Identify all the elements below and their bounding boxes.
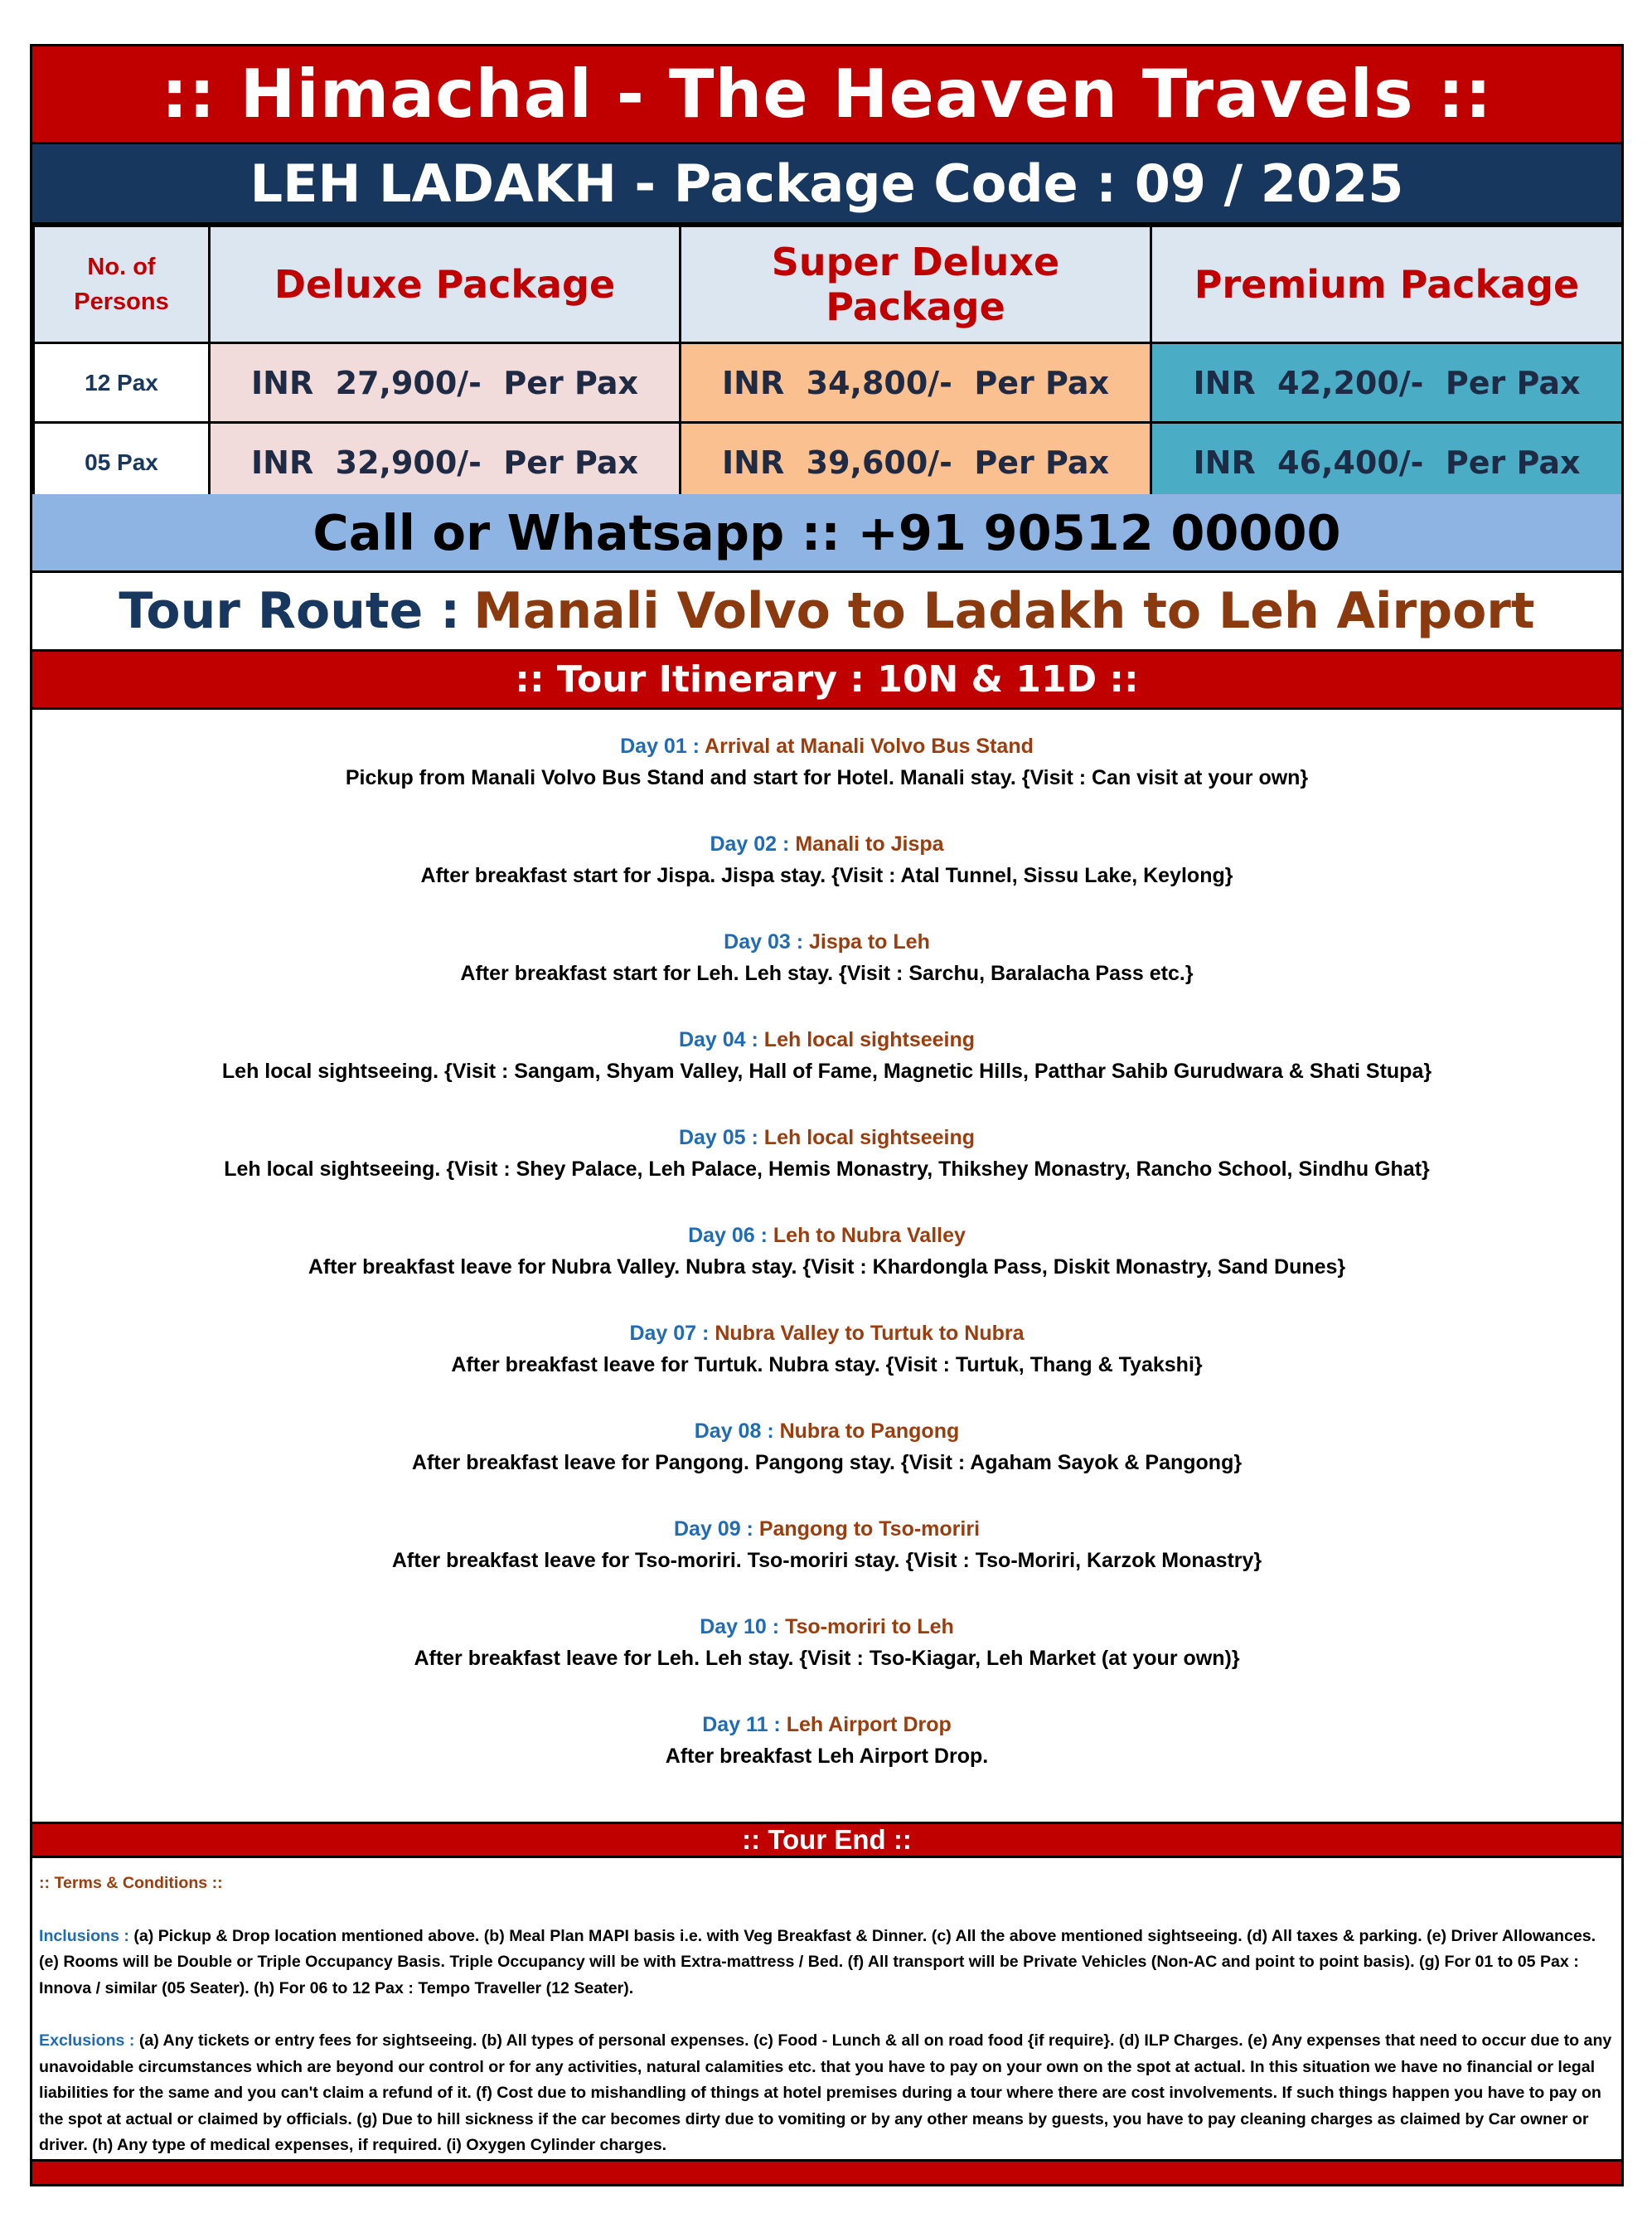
day-description: Leh local sightseeing. {Visit : Shey Palace, Leh Palace, Hemis Monastry, Thikshey Monastry, Rancho School, Sindhu Ghat} [224,1157,1430,1181]
premium-package-header: Premium Package [1194,262,1580,307]
super-deluxe-package-header: Super Deluxe Package [771,240,1060,329]
price-table [32,225,1624,503]
super-deluxe-price: INR 34,800/- Per Pax [722,364,1109,401]
deluxe-price-cell [210,343,681,423]
deluxe-package-header: Deluxe Package [274,262,616,307]
day-title: Nubra Valley to Turtuk to Nubra [715,1322,1025,1345]
day-number: Day 04 [678,1028,746,1051]
day-description: After breakfast leave for Tso-moriri. Tso-moriri stay. {Visit : Tso-Moriri, Karzok Monastry} [391,1549,1262,1572]
exclusions-label: Exclusions : [39,2031,135,2050]
price-row [34,343,1623,423]
price-table-header [34,226,1623,343]
day-title: Tso-moriri to Leh [785,1615,954,1638]
package-code-title: LEH LADAKH - Package Code : 09 / 2025 [32,144,1621,225]
super-deluxe-header-cell [681,226,1151,343]
itinerary-day: Day 11 : Leh Airport Drop After breakfast Leh Airport Drop. [32,1709,1621,1772]
day-number: Day 08 [694,1420,762,1443]
itinerary-day: Day 06 : Leh to Nubra Valley After breakfast leave for Nubra Valley. Nubra stay. {Visit : Khardongla Pass, Diskit Monastry, Sand Dunes} [32,1220,1621,1283]
day-title: Pangong to Tso-moriri [758,1517,981,1541]
price-row [34,423,1623,502]
inclusions-text: (a) Pickup & Drop location mentioned above. (b) Meal Plan MAPI basis i.e. with Veg Breakfast & Dinner. (c) All the above mentioned sightseeing. (d) All taxes & parking. (e) Driver Allowances. (e) Rooms will be Double or Triple Occupancy Basis. Triple Occupancy will be with Extra-mattress / Bed. (f) All transport will be Private Vehicles (Non-AC and point to point basis). (g) For 01 to 05 Pax : Innova / similar (05 Seater). (h) For 06 to 12 Pax : Tempo Traveller (12 Seater). [39,1926,1596,1997]
tour-end-banner: :: Tour End :: [32,1824,1621,1858]
day-title: Leh Airport Drop [786,1713,952,1736]
pax-cell [34,343,210,423]
day-description: After breakfast leave for Turtuk. Nubra stay. {Visit : Turtuk, Thang & Tyakshi} [451,1353,1203,1376]
day-number: Day 01 [620,735,687,758]
pax-count: 05 Pax [85,449,158,475]
day-number: Day 05 [678,1126,746,1149]
itinerary-day: Day 09 : Pangong to Tso-moriri After breakfast leave for Tso-moriri. Tso-moriri stay. {Visit : Tso-Moriri, Karzok Monastry} [32,1513,1621,1576]
day-description: Pickup from Manali Volvo Bus Stand and start for Hotel. Manali stay. {Visit : Can visit at your own} [345,766,1309,789]
day-number: Day 11 [702,1713,768,1736]
super-deluxe-price-cell [681,343,1151,423]
day-title: Manali to Jispa [795,832,944,856]
premium-price-cell [1151,423,1623,502]
day-description: After breakfast Leh Airport Drop. [665,1745,989,1768]
deluxe-price: INR 27,900/- Per Pax [251,364,638,401]
itinerary-heading: :: Tour Itinerary : 10N & 11D :: [32,652,1621,710]
day-description: After breakfast start for Jispa. Jispa stay. {Visit : Atal Tunnel, Sissu Lake, Keylong} [420,864,1233,887]
day-number: Day 07 [629,1322,697,1345]
tour-route-label: Tour Route : [119,582,461,640]
itinerary-day: Day 04 : Leh local sightseeing Leh local sightseeing. {Visit : Sangam, Shyam Valley, Hall of Fame, Magnetic Hills, Patthar Sahib Gurudwara & Shati Stupa} [32,1024,1621,1087]
day-title: Leh to Nubra Valley [773,1224,966,1247]
pax-cell [34,423,210,502]
day-description: Leh local sightseeing. {Visit : Sangam, Shyam Valley, Hall of Fame, Magnetic Hills, Patthar Sahib Gurudwara & Shati Stupa} [221,1060,1432,1083]
premium-header-cell [1151,226,1623,343]
inclusions-paragraph [39,1924,1614,2002]
day-description: After breakfast leave for Nubra Valley. Nubra stay. {Visit : Khardongla Pass, Diskit Monastry, Sand Dunes} [308,1255,1346,1279]
day-title: Leh local sightseeing [763,1028,976,1051]
deluxe-price-cell [210,423,681,502]
day-number: Day 02 [710,832,778,856]
super-deluxe-price-cell [681,423,1151,502]
day-title: Nubra to Pangong [779,1420,960,1443]
day-number: Day 10 [700,1615,767,1638]
tour-route-value: Manali Volvo to Ladakh to Leh Airport [473,582,1535,640]
itinerary-day: Day 02 : Manali to Jispa After breakfast start for Jispa. Jispa stay. {Visit : Atal Tunnel, Sissu Lake, Keylong} [32,828,1621,891]
deluxe-header-cell [210,226,681,343]
inclusions-label: Inclusions : [39,1926,129,1945]
day-description: After breakfast start for Leh. Leh stay. {Visit : Sarchu, Baralacha Pass etc.} [460,962,1194,985]
day-description: After breakfast leave for Pangong. Pangong stay. {Visit : Agaham Sayok & Pangong} [411,1451,1243,1474]
persons-header-cell [34,226,210,343]
day-number: Day 06 [688,1224,755,1247]
pax-count: 12 Pax [85,369,158,396]
tour-route [32,573,1621,652]
package-sheet [30,44,1624,2186]
day-number: Day 09 [673,1517,741,1541]
day-title: Leh local sightseeing [763,1126,976,1149]
exclusions-paragraph [39,2028,1614,2159]
exclusions-text: (a) Any tickets or entry fees for sightseeing. (b) All types of personal expenses. (c) Food - Lunch & all on road food {if require}. (d) ILP Charges. (e) Any expenses that need to occur due to any unavoidable circumstances which are beyond our control or for any activities, natural calamities etc. that you have to pay on your own on the spot at actual. In this situation we have no financial or legal liabilities for the same and you can't claim a refund of it. (f) Cost due to mishandling of things at hotel premises during a tour where there are cost involvements. If such things happen you have to pay on the spot at actual or claimed by officials. (g) Due to hill sickness if the car becomes dirty due to vomiting or by any other means by guests, you have to pay cleaning charges as claimed by Car owner or driver. (h) Any type of medical expenses, if required. (i) Oxygen Cylinder charges. [39,2031,1612,2154]
itinerary-day: Day 08 : Nubra to Pangong After breakfast leave for Pangong. Pangong stay. {Visit : Agaham Sayok & Pangong} [32,1415,1621,1478]
terms-heading: :: Terms & Conditions :: [39,1874,223,1892]
day-description: After breakfast leave for Leh. Leh stay. {Visit : Tso-Kiagar, Leh Market (at your own)} [414,1647,1240,1670]
premium-price: INR 42,200/- Per Pax [1193,364,1581,401]
persons-header: No. of Persons [74,253,169,315]
premium-price-cell [1151,343,1623,423]
itinerary [32,710,1621,1824]
agency-title: :: Himachal - The Heaven Travels :: [32,46,1621,144]
itinerary-day: Day 01 : Arrival at Manali Volvo Bus Stand Pickup from Manali Volvo Bus Stand and start for Hotel. Manali stay. {Visit : Can visit at your own} [32,730,1621,793]
super-deluxe-price: INR 39,600/- Per Pax [722,444,1109,481]
deluxe-price: INR 32,900/- Per Pax [251,444,638,481]
itinerary-day: Day 10 : Tso-moriri to Leh After breakfast leave for Leh. Leh stay. {Visit : Tso-Kiagar, Leh Market (at your own)} [32,1611,1621,1674]
day-title: Jispa to Leh [808,930,930,954]
premium-price: INR 46,400/- Per Pax [1193,444,1581,481]
itinerary-day: Day 03 : Jispa to Leh After breakfast start for Leh. Leh stay. {Visit : Sarchu, Baralacha Pass etc.} [32,926,1621,989]
footer-bar [32,2159,1621,2184]
itinerary-day: Day 07 : Nubra Valley to Turtuk to Nubra After breakfast leave for Turtuk. Nubra stay. {Visit : Turtuk, Thang & Tyakshi} [32,1318,1621,1381]
day-title: Arrival at Manali Volvo Bus Stand [705,735,1034,758]
contact-banner: Call or Whatsapp :: +91 90512 00000 [32,494,1621,573]
day-number: Day 03 [724,930,791,954]
itinerary-day: Day 05 : Leh local sightseeing Leh local sightseeing. {Visit : Shey Palace, Leh Palace, Hemis Monastry, Thikshey Monastry, Rancho School, Sindhu Ghat} [32,1122,1621,1185]
